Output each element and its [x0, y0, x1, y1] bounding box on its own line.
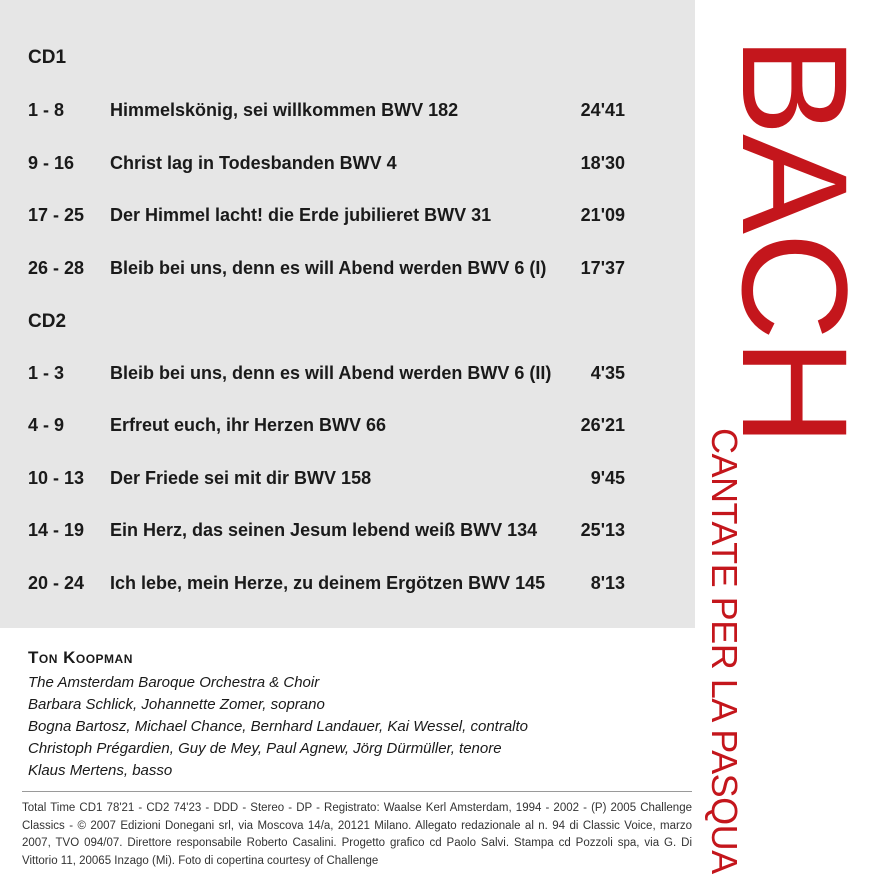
track-numbers: 14 - 19: [28, 520, 85, 540]
track-row: [0, 363, 695, 389]
track-numbers: 26 - 28: [28, 258, 85, 278]
track-numbers: 4 - 9: [28, 415, 65, 435]
track-duration: 18'30: [580, 153, 625, 173]
performer-line: The Amsterdam Baroque Orchestra & Choir: [28, 674, 320, 691]
track-row: [0, 205, 695, 231]
track-title: Bleib bei uns, denn es will Abend werden BWV 6 (II): [110, 363, 552, 383]
track-duration: 9'45: [590, 468, 625, 488]
track-title: Ein Herz, das seinen Jesum lebend weiß BWV 134: [110, 520, 538, 540]
performers-block: [28, 648, 688, 782]
track-title: Ich lebe, mein Herze, zu deinem Ergötzen BWV 145: [110, 573, 546, 593]
track-row: [0, 415, 695, 441]
track-numbers: 1 - 3: [28, 363, 65, 383]
track-numbers: 20 - 24: [28, 573, 85, 593]
track-duration: 17'37: [580, 258, 625, 278]
performer-line: Klaus Mertens, basso: [28, 762, 173, 779]
track-duration: 21'09: [580, 205, 625, 225]
track-title: Bleib bei uns, denn es will Abend werden BWV 6 (I): [110, 258, 547, 278]
track-row: [0, 258, 695, 284]
track-title: Der Friede sei mit dir BWV 158: [110, 468, 372, 488]
cd1-heading: CD1: [28, 47, 67, 68]
track-duration: 4'35: [590, 363, 625, 383]
track-numbers: 17 - 25: [28, 205, 85, 225]
cd2-heading: CD2: [28, 311, 67, 332]
performer-line: Barbara Schlick, Johannette Zomer, soprano: [28, 696, 325, 713]
track-title: Der Himmel lacht! die Erde jubilieret BWV 31: [110, 205, 492, 225]
track-row: [0, 153, 695, 179]
album-subtitle: CANTATE PER LA PASQUA: [704, 428, 745, 874]
track-duration: 24'41: [580, 100, 625, 120]
track-duration: 8'13: [590, 573, 625, 593]
composer-title: BACH: [711, 36, 879, 445]
track-row: [0, 520, 695, 546]
track-title: Christ lag in Todesbanden BWV 4: [110, 153, 397, 173]
track-duration: 25'13: [580, 520, 625, 540]
credits-text: Total Time CD1 78'21 - CD2 74'23 - DDD - Stereo - DP - Registrato: Waalse Kerl Amsterdam, 1994 - 2002 - (P) 2005 Challenge Classics - © 2007 Edizioni Donegani srl, via Moscova 14/a, 20121 Milano. Allegato redazionale al n. 94 di Classic Voice, marzo 2007, TVO 094/07. Direttore responsabile Roberto Casalini. Progetto grafico cd Paolo Salvi. Stampa cd Pozzoli spa, via G. Di Vittorio 11, 20065 Inzago (Mi). Foto di copertina courtesy of Challenge: [22, 802, 692, 867]
track-duration: 26'21: [580, 415, 625, 435]
track-row: [0, 573, 695, 599]
track-numbers: 9 - 16: [28, 153, 75, 173]
track-numbers: 10 - 13: [28, 468, 85, 488]
performer-line: Bogna Bartosz, Michael Chance, Bernhard Landauer, Kai Wessel, contralto: [28, 718, 529, 735]
divider: [22, 791, 692, 792]
track-row: [0, 100, 695, 126]
track-row: [0, 468, 695, 494]
performer-line: Christoph Prégardien, Guy de Mey, Paul Agnew, Jörg Dürmüller, tenore: [28, 740, 502, 757]
track-numbers: 1 - 8: [28, 100, 65, 120]
track-title: Himmelskönig, sei willkommen BWV 182: [110, 100, 459, 120]
track-title: Erfreut euch, ihr Herzen BWV 66: [110, 415, 387, 435]
conductor-name: Ton Koopman: [28, 648, 133, 667]
